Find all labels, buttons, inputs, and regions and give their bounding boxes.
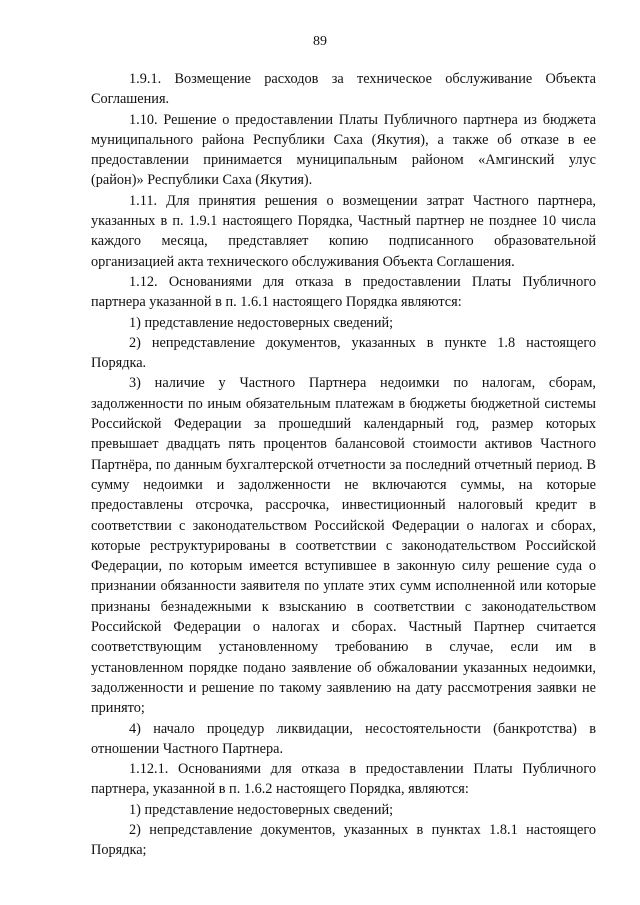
list-item-2: 2) непредставление документов, указанных в пункте 1.8 настоящего Порядка. (91, 334, 596, 372)
paragraph-1-9-1: 1.9.1. Возмещение расходов за техническое обслуживание Объекта Соглашения. (91, 71, 596, 108)
paragraph-1-12: 1.12. Основаниями для отказа в предоставлении Платы Публичного партнера указанной в п. 1.6.1 настоящего Порядка являются: (91, 273, 596, 311)
paragraph-1-12-1: 1.12.1. Основаниями для отказа в предоставлении Платы Публичного партнера, указанной в п. 1.6.2 настоящего Порядка, являются: (91, 761, 596, 798)
list-item-2-second: 2) непредставление документов, указанных в пунктах 1.8.1 настоящего Порядка; (91, 821, 596, 859)
paragraph-1-11: 1.11. Для принятия решения о возмещении затрат Частного партнера, указанных в п. 1.9.1 настоящего Порядка, Частный партнер не позднее 10 числа каждого месяца, представляет копию подписанного образовательной организацией акта технического обслуживания Объекта Соглашения. (91, 192, 596, 270)
list-item-1-second: 1) представление недостоверных сведений; (129, 801, 394, 818)
paragraph-1-10: 1.10. Решение о предоставлении Платы Публичного партнера из бюджета муниципального района Республики Саха (Якутия), а также об отказе в ее предоставлении принимается муниципальным районом «Амгинский улус (район)» Республики Саха (Якутия). (91, 111, 596, 189)
list-item-4: 4) начало процедур ликвидации, несостоятельности (банкротства) в отношении Частного Партнера. (91, 720, 596, 757)
page-number: 89 (313, 34, 327, 49)
document-body (91, 69, 596, 861)
list-item-3: 3) наличие у Частного Партнера недоимки по налогам, сборам, задолженности по иным обязательным платежам в бюджеты бюджетной системы Российской Федерации за прошедший календарный год, размер которых превышает двадцать пять процентов балансовой стоимости активов Частного Партнёра, по данным бухгалтерской отчетности за последний отчетный период. В сумму недоимки и задолженности не включаются суммы, на которые предоставлены отсрочка, рассрочка, инвестиционный налоговый кредит в соответствии с законодательством Российской Федерации о налогах и сборах, которые реструктурированы в соответствии с законодательством Российской Федерации, по которым имеется вступившее в законную силу решение суда о признании обязанности заявителя по уплате этих сумм исполненной или которые признаны безнадежными к взысканию в соответствии с законодательством Российской Федерации о налогах и сборах. Частный Партнер считается соответствующим установленному требованию в случае, если им в установленном порядке подано заявление об обжаловании указанных недоимки, задолженности и решение по такому заявлению на дату рассмотрения заявки не принято; (91, 375, 596, 717)
list-item-1: 1) представление недостоверных сведений; (129, 314, 394, 331)
